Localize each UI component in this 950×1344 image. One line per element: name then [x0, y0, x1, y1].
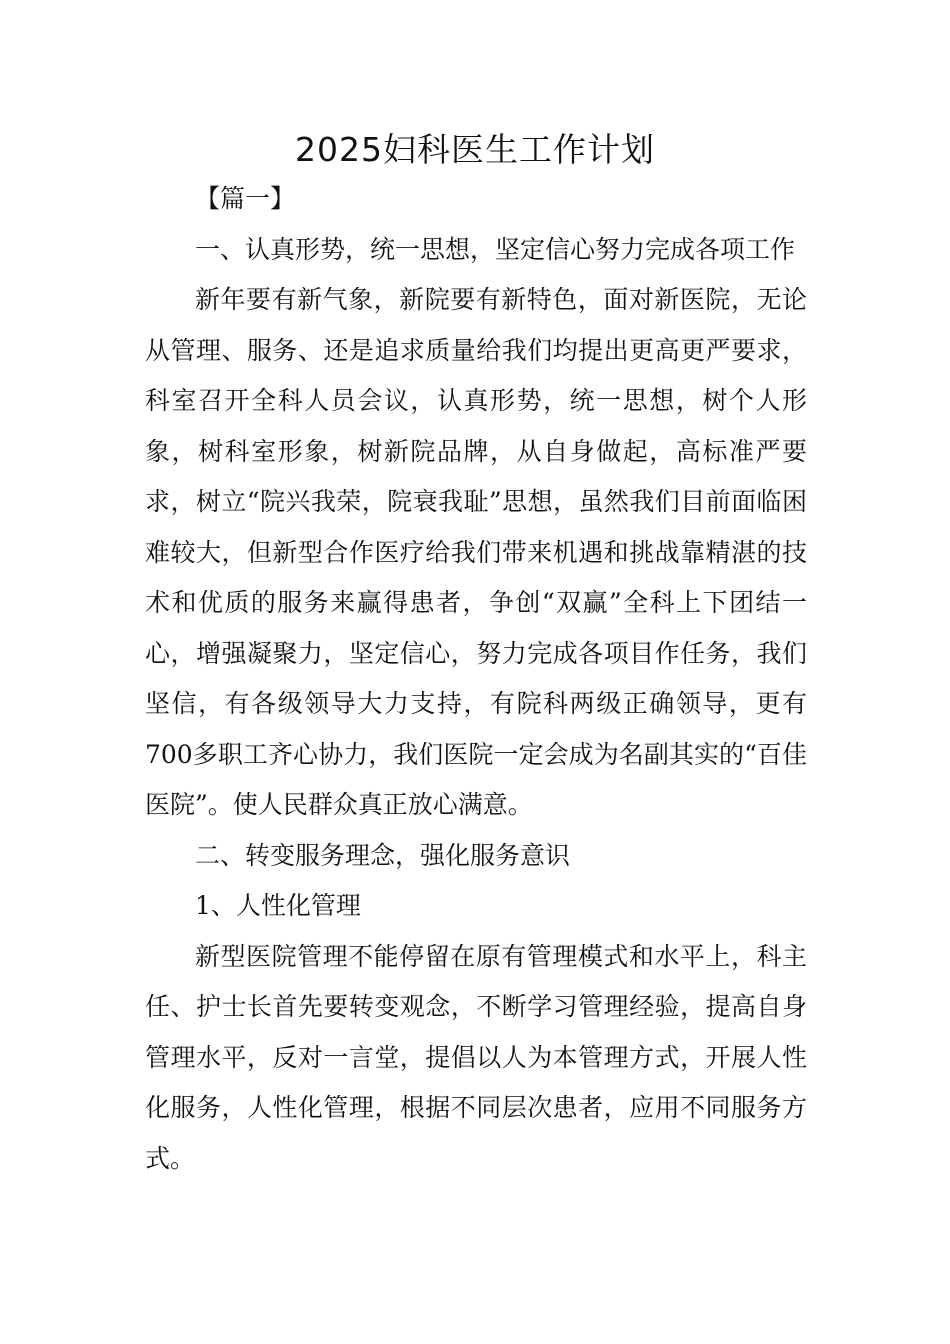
paragraph-2: 新型医院管理不能停留在原有管理模式和水平上，科主任、护士长首先要转变观念，不断学习管理经验，提高自身管理水平，反对一言堂，提倡以人为本管理方式，开展人性化服务，人性化管理，根据不同层次患者，应用不同服务方式。: [145, 941, 807, 1173]
heading-2-1: 1、人性化管理: [195, 891, 361, 920]
document-body: [145, 174, 807, 1184]
paragraph-1: 新年要有新气象，新院要有新特色，面对新医院，无论从管理、服务、还是追求质量给我们均提出更高更严要求，科室召开全科人员会议，认真形势，统一思想，树个人形象，树科室形象，树新院品牌，从自身做起，高标准严要求，树立“院兴我荣，院衰我耻”思想，虽然我们目前面临困难较大，但新型合作医疗给我们带来机遇和挑战靠精湛的技术和优质的服务来赢得患者，争创“双赢”全科上下团结一心，增强凝聚力，坚定信心，努力完成各项目作任务，我们坚信，有各级领导大力支持，有院科两级正确领导，更有700多职工齐心协力，我们医院一定会成为名副其实的“百佳医院”。使人民群众真正放心满意。: [145, 285, 807, 819]
heading-2: 二、转变服务理念，强化服务意识: [195, 840, 571, 870]
document-title: 2025妇科医生工作计划: [295, 130, 655, 169]
section-label: 【篇一】: [195, 184, 296, 213]
heading-1: 一、认真形势，统一思想，坚定信心努力完成各项工作: [195, 234, 796, 264]
